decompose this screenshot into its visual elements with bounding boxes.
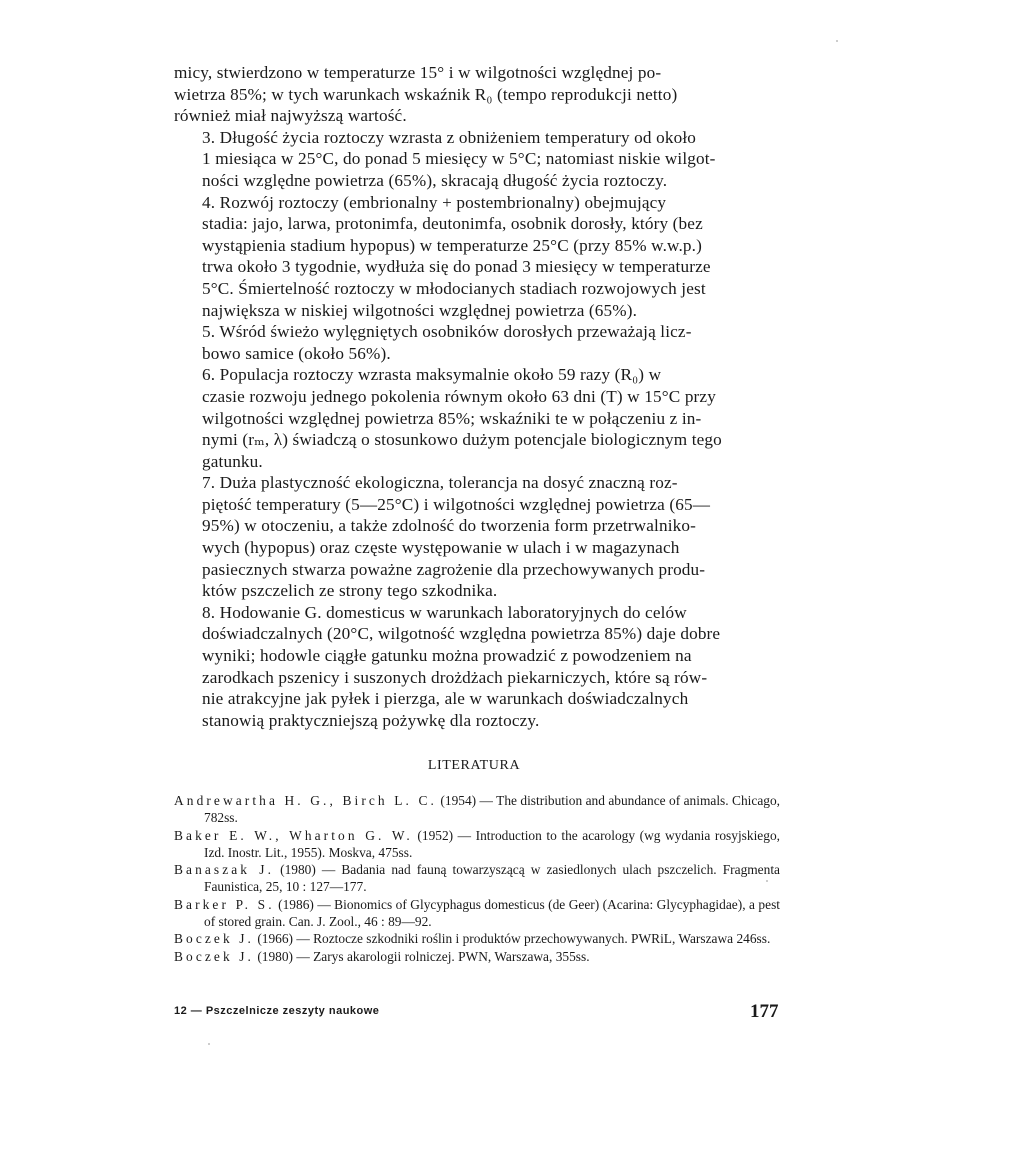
text-line: wych (hypopus) oraz częste występowanie w ulach i w magazynach <box>202 538 680 558</box>
reference-item <box>174 948 780 965</box>
text-line: ności względne powietrza (65%), skracają długość życia roztoczy. <box>202 170 668 190</box>
text-line: stanowią praktyczniejszą pożywkę dla roztoczy. <box>202 710 540 730</box>
journal-footer: 12 — Pszczelnicze zeszyty naukowe <box>174 1005 380 1017</box>
reference-text: (1986) — Bionomics of Glycyphagus domesticus (de Geer) (Acarina: Glycyphagidae), a pest of stored grain. Can. J. Zool., 46 : 89—92. <box>204 896 780 930</box>
text-line: wystąpienia stadium hypopus) w temperaturze 25°C (przy 85% w.w.p.) <box>202 235 702 255</box>
text-line: nymi (rₘ, λ) świadczą o stosunkowo dużym potencjale biologicznym tego <box>202 430 722 450</box>
reference-author: Andrewartha H. G., Birch L. C. <box>174 793 437 808</box>
reference-author: Boczek J. <box>174 931 254 947</box>
text-line: nie atrakcyjne jak pyłek i pierzga, ale w warunkach doświadczalnych <box>202 689 689 709</box>
text-line: 95%) w otoczeniu, a także zdolność do tworzenia form przetrwalniko- <box>202 516 696 536</box>
reference-text: (1952) — Introduction to the acarology (wg wydania rosyjskiego, Izd. Inostr. Lit., 1955). Moskva, 475ss. <box>204 827 780 860</box>
literature-heading: LITERATURA <box>427 758 521 773</box>
reference-item <box>174 792 780 827</box>
text-line: zarodkach pszenicy i suszonych drożdżach piekarniczych, które są rów- <box>202 667 708 687</box>
text-line: czasie rozwoju jednego pokolenia równym około 63 dni (T) w 15°C przy <box>202 386 716 406</box>
text-line: doświadczalnych (20°C, wilgotność względna powietrza 85%) daje dobre <box>202 624 721 644</box>
paragraph-6 <box>174 364 781 472</box>
text-line: gatunku. <box>202 451 263 471</box>
reference-author: Baker E. W., Wharton G. W. <box>174 827 413 843</box>
text-line: 4. Rozwój roztoczy (embrionalny + postembrionalny) obejmujący <box>202 192 667 212</box>
reference-text: (1954) — The distribution and abundance of animals. Chicago, 782ss. <box>204 793 780 826</box>
paragraph-3 <box>174 127 781 192</box>
text-line: 3. Długość życia roztoczy wzrasta z obniżeniem temperatury od około <box>202 127 696 147</box>
paragraph-7 <box>174 472 781 602</box>
reference-list <box>174 792 780 965</box>
text-line: bowo samice (około 56%). <box>202 343 391 363</box>
text-line: pasiecznych stwarza poważne zagrożenie dla przechowywanych produ- <box>202 559 706 579</box>
page-number: 177 <box>750 1001 779 1022</box>
text-line: piętość temperatury (5—25°C) i wilgotności względnej powietrza (65— <box>202 494 711 514</box>
reference-author: Boczek J. <box>174 948 254 964</box>
reference-text: (1966) — Roztocze szkodniki roślin i produktów przechowywanych. PWRiL, Warszawa 246ss. <box>253 931 771 947</box>
text-line: 7. Duża plastyczność ekologiczna, tolerancja na dosyć znaczną roz- <box>202 473 678 493</box>
reference-author: Barker P. S. <box>174 896 275 912</box>
text-line: 6. Populacja roztoczy wzrasta maksymalnie około 59 razy (R₀) w <box>202 365 662 385</box>
reference-item <box>174 896 780 931</box>
scan-speck <box>208 1043 210 1045</box>
reference-item <box>174 930 780 947</box>
paragraph-5 <box>174 321 781 364</box>
text-line: 1 miesiąca w 25°C, do ponad 5 miesięcy w 5°C; natomiast niskie wilgot- <box>202 149 716 169</box>
body-text <box>174 62 781 731</box>
reference-text: (1980) — Zarys akarologii rolniczej. PWN, Warszawa, 355ss. <box>253 948 590 964</box>
text-line: trwa około 3 tygodnie, wydłuża się do ponad 3 miesięcy w temperaturze <box>202 257 711 277</box>
text-line: największa w niskiej wilgotności względnej powietrza (65%). <box>202 300 638 320</box>
text-line: również miał najwyższą wartość. <box>174 106 407 126</box>
text-line: wyniki; hodowle ciągłe gatunku można prowadzić z powodzeniem na <box>202 646 692 666</box>
paragraph-8 <box>174 602 781 732</box>
reference-item <box>174 861 780 896</box>
text-line: 5. Wśród świeżo wylęgniętych osobników dorosłych przeważają licz- <box>202 322 692 342</box>
scan-speck <box>766 880 768 882</box>
paragraph-1 <box>174 62 781 127</box>
scan-speck <box>836 40 838 42</box>
text-line: któw pszczelich ze strony tego szkodnika. <box>202 581 498 601</box>
reference-item <box>174 827 780 862</box>
reference-author: Banaszak J. <box>174 862 275 878</box>
text-line: micy, stwierdzono w temperaturze 15° i w wilgotności względnej po- <box>174 63 662 82</box>
paragraph-4 <box>174 192 781 322</box>
reference-text: (1980) — Badania nad fauną towarzyszącą w zasiedlonych ulach pszczelich. Fragmenta Faunistica, 25, 10 : 127—177. <box>204 862 780 895</box>
text-line: 5°C. Śmiertelność roztoczy w młodocianych stadiach rozwojowych jest <box>202 278 706 298</box>
text-line: wilgotności względnej powietrza 85%; wskaźniki te w połączeniu z in- <box>202 408 702 428</box>
text-line: stadia: jajo, larwa, protonimfa, deutonimfa, osobnik dorosły, który (bez <box>202 214 703 234</box>
text-line: 8. Hodowanie G. domesticus w warunkach laboratoryjnych do celów <box>202 602 687 622</box>
text-line: wietrza 85%; w tych warunkach wskaźnik R₀ (tempo reprodukcji netto) <box>174 84 678 104</box>
